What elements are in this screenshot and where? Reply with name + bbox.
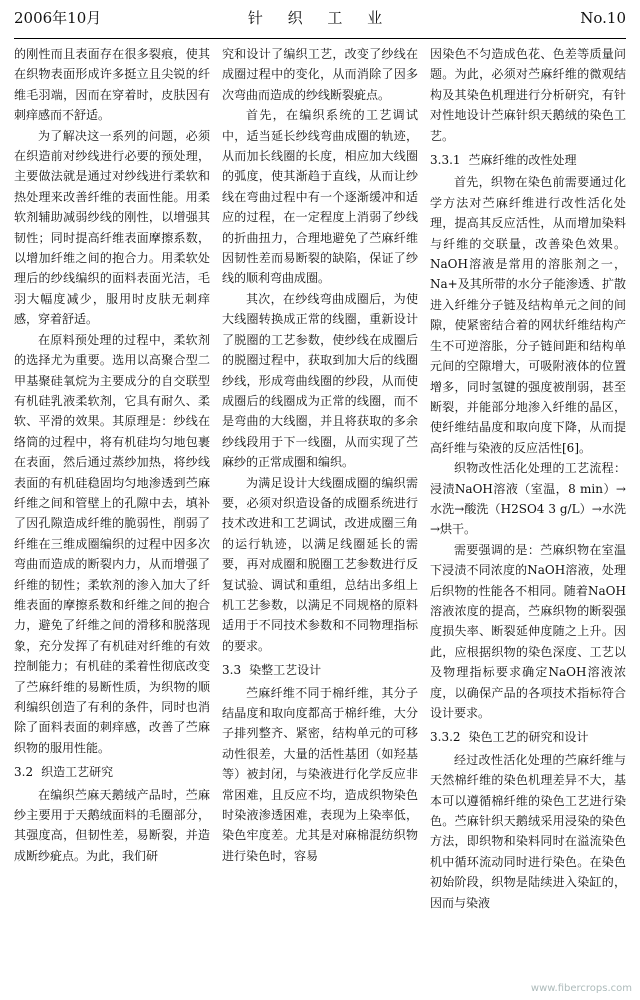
- column-1: [14, 44, 210, 992]
- column-3: [430, 44, 626, 992]
- section-number: 3.3.1: [430, 153, 461, 168]
- section-heading-3-3-2: [430, 727, 626, 747]
- section-number: 3.3: [222, 663, 242, 678]
- paragraph: 织物改性活化处理的工艺流程：浸渍NaOH溶液（室温，8 min）→水洗→酸洗（H2SO4 3 g/L）→水洗→烘干。: [430, 461, 626, 537]
- section-title: 染整工艺设计: [249, 663, 322, 678]
- header-date: 2006年10月: [14, 9, 102, 27]
- section-title: 染色工艺的研究和设计: [468, 730, 589, 745]
- paragraph: 为了解决这一系列的问题，必须在织造前对纱线进行必要的预处理，主要做法就是通过对纱线进行柔软和热处理来改善纤维的表面性能。用柔软剂辅助减弱纱线的刚性，以增强其韧性；同时提高纤维表面摩擦系数，以增加纤维之间的抱合力。用柔软处理后的纱线编织的面料表面光洁，毛羽大幅度减少，服用时皮肤无刺痒感，穿着舒适。: [14, 128, 210, 327]
- paragraph: 首先，织物在染色前需要通过化学方法对苎麻纤维进行改性活化处理，提高其反应活性，从而增加染料与纤维的交联量，改善染色效果。NaOH溶液是常用的溶胀剂之一，Na+及其所带的水分子能渗透、扩散进入纤维分子链及结构单元之间的间隙，使紧密结合着的网状纤维结构产生不可逆溶胀，分子链间距和结构单元间的空隙增大，可吸附液体的位置增多，同时氢键的强度被削弱，甚至断裂，并能部分地渗入纤维的晶区，使纤维结晶度和取向度下降，从而提高纤维与染液的反应活性[6]。: [430, 175, 626, 455]
- paragraph: 需要强调的是：苎麻织物在室温下浸渍不同浓度的NaOH溶液，处理后织物的性能各不相同。随着NaOH溶液浓度的提高，苎麻织物的断裂强度损失率、断裂延伸度随之上升。因此，应根据织物的染色深度、工艺以及物理指标要求确定NaOH溶液浓度，以确保产品的各项技术指标符合设计要求。: [430, 542, 626, 720]
- paragraph: 在编织苎麻天鹅绒产品时，苎麻纱主要用于天鹅绒面料的毛圈部分，其强度高，但韧性差，易断裂，并造成断纱疵点。为此，我们研: [14, 787, 210, 863]
- section-heading-3-3: [222, 660, 418, 680]
- paragraph: 经过改性活化处理的苎麻纤维与天然棉纤维的染色机理差异不大，基本可以遵循棉纤维的染色工艺进行染色。苎麻针织天鹅绒采用浸染的染色方法，即织物和染料同时在溢流染色机中循环流动同时进行染色。在染色初始阶段，织物是陆续进入染缸的，因而与染液: [430, 752, 626, 910]
- section-heading-3-2: [14, 762, 210, 782]
- paragraph: 因染色不匀造成色花、色差等质量问题。为此，必须对苎麻纤维的微观结构及其染色机理进行分析研究，有针对性地设计苎麻针织天鹅绒的染色工艺。: [430, 47, 626, 143]
- section-title: 织造工艺研究: [41, 765, 114, 780]
- header-journal-title: 针 织 工 业: [247, 9, 393, 27]
- section-title: 苎麻纤维的改性处理: [468, 153, 577, 168]
- paragraph: 其次，在纱线弯曲成圈后，为使大线圈转换成正常的线圈，重新设计了脱圈的工艺参数，使纱线在成圈后的脱圈过程中，获取到加大后的线圈纱线，形成弯曲线圈的纱段，从而使成圈后的线圈成为正常的线圈，而不是弯曲的大线圈，并且将获取的多余纱线段用于下一线圈，从而实现了苎麻纱的正常成圈和编织。: [222, 291, 418, 470]
- paragraph: 的刚性而且表面存在很多裂痕，使其在织物表面形成许多挺立且尖锐的纤维毛羽端，因而在穿着时，皮肤因有刺痒感而不舒适。: [14, 47, 210, 123]
- paragraph: 为满足设计大线圈成圈的编织需要，必须对织造设备的成圈系统进行技术改进和工艺调试，改进成圈三角的运行轨迹，以满足线圈延长的需要，再对成圈和脱圈工艺参数进行反复试验、调试和重组，总结出多组上机工艺参数，以满足不同规格的原料适用于不同技术参数和不同物理指标的要求。: [222, 475, 418, 653]
- section-heading-3-3-1: [430, 150, 626, 170]
- paragraph: 苎麻纤维不同于棉纤维，其分子结晶度和取向度都高于棉纤维，大分子排列整齐、紧密，结构单元的可移动性很差，大量的活性基团（如羟基等）被封闭，与染液进行化学反应非常困难，且反应不均，造成织物染色时染液渗透困难，表现为上染率低，染色牢度差。尤其是对麻棉混纺织物进行染色时，容易: [222, 685, 418, 863]
- watermark: www.fibercrops.com: [530, 983, 632, 994]
- paragraph: 究和设计了编织工艺，改变了纱线在成圈过程中的变化，从而消除了因多次弯曲而造成的纱线断裂疵点。: [222, 47, 418, 102]
- paragraph: 首先，在编织系统的工艺调试中，适当延长纱线弯曲成圈的轨迹，从而加长线圈的长度，相应加大线圈的弧度，使其渐趋于直线，从而让纱线在弯曲过程中有一个逐渐缓冲和适应的过程，在一定程度上消弱了纱线的折曲扭力，合理地避免了苎麻纤维因韧性差而易断裂的缺陷，保证了纱线的顺利弯曲成圈。: [222, 108, 418, 286]
- paragraph: 在原料预处理的过程中，柔软剂的选择尤为重要。选用以高聚合型二甲基聚硅氧烷为主要成分的自交联型有机硅乳液柔软剂，它具有耐久、柔软、平滑的效果。其原理是：纱线在络筒的过程中，将有机硅均匀地包裹在表面，然后通过蒸纱加热，将纱线表面的有机硅稳固均匀地渗透到苎麻纤维之间和管壁上的孔隙中去，填补了因孔隙造成纤维的脆弱性，削弱了纤维在三维成圈编织的过程中因多次弯曲而造成的断裂内力，从而增强了纤维的韧性；柔软剂的渗入加大了纤维表面的摩擦系数和纤维之间的抱合力，避免了纤维之间的滑移和脱落现象，充分发挥了有机硅对纤维的有效控制能力；有机硅的柔着性彻底改变了苎麻纤维的易断性质，为织物的顺利编织创造了有利的条件，同时也消除了面料表面的刺痒感，改善了苎麻织物的服用性能。: [14, 332, 210, 755]
- header-issue-number: No.10: [580, 9, 626, 27]
- header-rule: [14, 38, 626, 39]
- running-header: [14, 0, 626, 36]
- column-2: [222, 44, 418, 992]
- section-number: 3.2: [14, 765, 34, 780]
- section-number: 3.3.2: [430, 730, 461, 745]
